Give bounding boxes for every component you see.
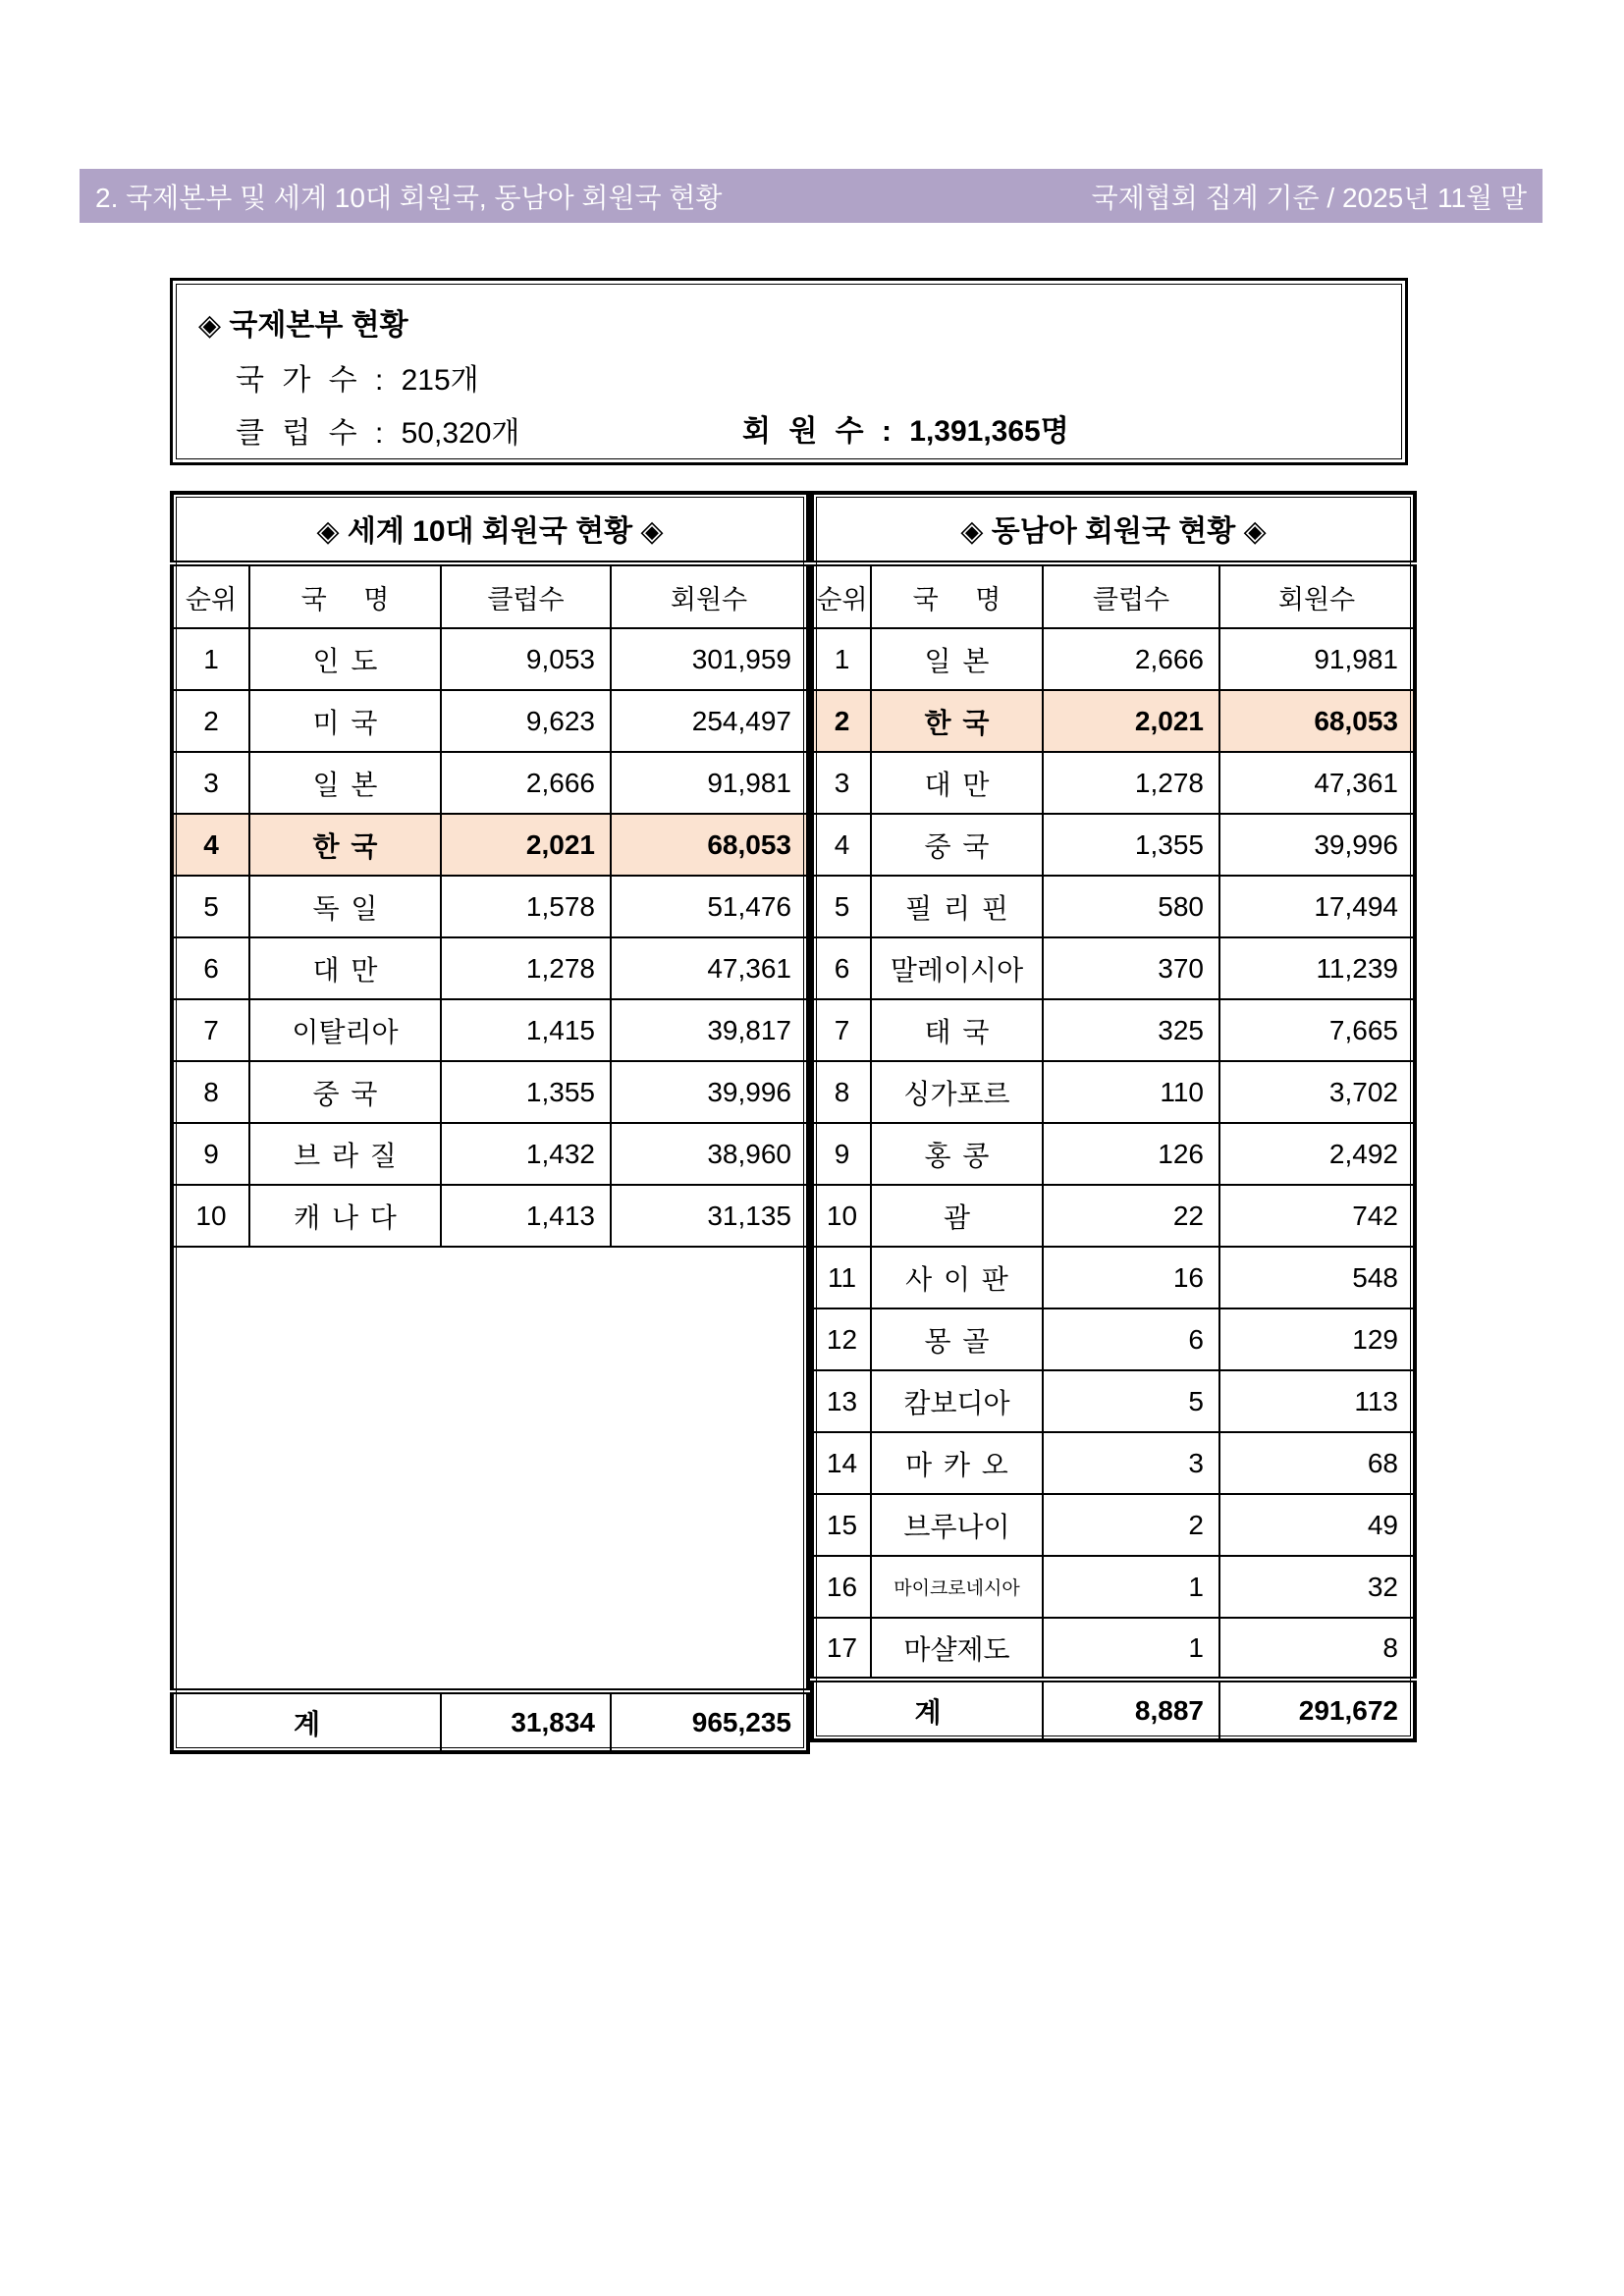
rank-cell: 13	[812, 1370, 871, 1432]
table-title-row	[812, 493, 1415, 563]
rank-cell: 4	[812, 814, 871, 876]
rank-cell: 14	[812, 1432, 871, 1494]
clubs-cell: 1,355	[1043, 814, 1219, 876]
world-top10-table	[170, 491, 810, 1754]
members-cell: 113	[1219, 1370, 1415, 1432]
total-label: 계	[812, 1680, 1043, 1740]
members-cell: 39,996	[611, 1061, 808, 1123]
table-title-row	[172, 493, 808, 563]
sea-total-row	[812, 1680, 1415, 1740]
members-cell: 49	[1219, 1494, 1415, 1556]
col-header-members: 회원수	[611, 563, 808, 628]
clubs-cell: 22	[1043, 1185, 1219, 1247]
members-cell: 32	[1219, 1556, 1415, 1618]
country-cell: 미 국	[249, 690, 441, 752]
clubs-cell: 9,053	[441, 628, 611, 690]
rank-cell: 17	[812, 1618, 871, 1680]
section-title: 2. 국제본부 및 세계 10대 회원국, 동남아 회원국 현황	[95, 182, 723, 213]
clubs-cell: 9,623	[441, 690, 611, 752]
clubs-cell: 126	[1043, 1123, 1219, 1185]
clubs-cell: 5	[1043, 1370, 1219, 1432]
country-cell: 대 만	[249, 937, 441, 999]
rank-cell: 7	[172, 999, 249, 1061]
col-header-members: 회원수	[1219, 563, 1415, 628]
members-cell: 91,981	[611, 752, 808, 814]
table-row	[812, 999, 1415, 1061]
members-cell: 301,959	[611, 628, 808, 690]
members-cell: 2,492	[1219, 1123, 1415, 1185]
clubs-cell: 1,278	[1043, 752, 1219, 814]
table-row	[172, 814, 808, 876]
table-row	[812, 752, 1415, 814]
rank-cell: 1	[172, 628, 249, 690]
sea-table-title: ◈ 동남아 회원국 현황 ◈	[812, 493, 1415, 563]
country-cell: 인 도	[249, 628, 441, 690]
table-row	[172, 937, 808, 999]
world-table-body	[172, 628, 808, 1247]
clubs-cell: 1,355	[441, 1061, 611, 1123]
table-row	[172, 999, 808, 1061]
country-cell: 괌	[871, 1185, 1043, 1247]
country-cell: 몽 골	[871, 1308, 1043, 1370]
members-cell: 51,476	[611, 876, 808, 937]
rank-cell: 6	[172, 937, 249, 999]
table-row	[812, 1494, 1415, 1556]
members-cell: 129	[1219, 1308, 1415, 1370]
tables-section	[170, 491, 1417, 1754]
table-row	[172, 628, 808, 690]
table-row	[812, 1432, 1415, 1494]
members-cell: 11,239	[1219, 937, 1415, 999]
total-members: 291,672	[1219, 1680, 1415, 1740]
country-cell: 대 만	[871, 752, 1043, 814]
members-cell: 7,665	[1219, 999, 1415, 1061]
clubs-cell: 1,278	[441, 937, 611, 999]
rank-cell: 2	[172, 690, 249, 752]
members-cell: 39,996	[1219, 814, 1415, 876]
members-cell: 68,053	[611, 814, 808, 876]
total-label: 계	[172, 1691, 441, 1752]
table-row	[812, 1370, 1415, 1432]
col-header-rank: 순위	[812, 563, 871, 628]
country-cell: 마이크로네시아	[871, 1556, 1043, 1618]
total-clubs: 31,834	[441, 1691, 611, 1752]
country-cell: 필 리 핀	[871, 876, 1043, 937]
members-cell: 38,960	[611, 1123, 808, 1185]
clubs-cell: 2	[1043, 1494, 1219, 1556]
clubs-cell: 580	[1043, 876, 1219, 937]
country-cell: 마샬제도	[871, 1618, 1043, 1680]
clubs-cell: 1,578	[441, 876, 611, 937]
table-row	[812, 876, 1415, 937]
country-cell: 이탈리아	[249, 999, 441, 1061]
country-cell: 말레이시아	[871, 937, 1043, 999]
rank-cell: 5	[172, 876, 249, 937]
members-cell: 31,135	[611, 1185, 808, 1247]
members-cell: 3,702	[1219, 1061, 1415, 1123]
club-count-line: 클 럽 수 : 50,320개	[236, 417, 520, 450]
table-row	[172, 876, 808, 937]
clubs-cell: 110	[1043, 1061, 1219, 1123]
members-cell: 17,494	[1219, 876, 1415, 937]
rank-cell: 9	[812, 1123, 871, 1185]
country-cell: 독 일	[249, 876, 441, 937]
total-members: 965,235	[611, 1691, 808, 1752]
table-row	[172, 752, 808, 814]
members-cell: 39,817	[611, 999, 808, 1061]
clubs-cell: 1,432	[441, 1123, 611, 1185]
clubs-cell: 6	[1043, 1308, 1219, 1370]
table-row	[812, 937, 1415, 999]
members-cell: 68,053	[1219, 690, 1415, 752]
rank-cell: 16	[812, 1556, 871, 1618]
clubs-cell: 2,666	[1043, 628, 1219, 690]
column-header-row	[812, 563, 1415, 628]
clubs-cell: 1	[1043, 1556, 1219, 1618]
country-cell: 브루나이	[871, 1494, 1043, 1556]
sea-members-table	[810, 491, 1417, 1742]
table-row	[812, 1247, 1415, 1308]
col-header-rank: 순위	[172, 563, 249, 628]
empty-filler-row	[172, 1247, 808, 1691]
world-total-row	[172, 1691, 808, 1752]
members-cell: 742	[1219, 1185, 1415, 1247]
member-count-line: 회 원 수 : 1,391,365명	[742, 415, 1069, 448]
rank-cell: 11	[812, 1247, 871, 1308]
clubs-cell: 3	[1043, 1432, 1219, 1494]
clubs-cell: 370	[1043, 937, 1219, 999]
clubs-cell: 325	[1043, 999, 1219, 1061]
rank-cell: 7	[812, 999, 871, 1061]
table-row	[812, 1123, 1415, 1185]
country-cell: 캐 나 다	[249, 1185, 441, 1247]
country-cell: 중 국	[249, 1061, 441, 1123]
table-row	[812, 814, 1415, 876]
rank-cell: 2	[812, 690, 871, 752]
rank-cell: 8	[812, 1061, 871, 1123]
hq-summary-title: ◈ 국제본부 현황	[198, 309, 408, 342]
rank-cell: 4	[172, 814, 249, 876]
country-cell: 마 카 오	[871, 1432, 1043, 1494]
clubs-cell: 2,021	[1043, 690, 1219, 752]
rank-cell: 5	[812, 876, 871, 937]
column-header-row	[172, 563, 808, 628]
rank-cell: 15	[812, 1494, 871, 1556]
rank-cell: 10	[812, 1185, 871, 1247]
clubs-cell: 1,413	[441, 1185, 611, 1247]
rank-cell: 3	[172, 752, 249, 814]
table-row	[812, 1618, 1415, 1680]
members-cell: 47,361	[611, 937, 808, 999]
table-row	[812, 1308, 1415, 1370]
members-cell: 254,497	[611, 690, 808, 752]
rank-cell: 10	[172, 1185, 249, 1247]
total-clubs: 8,887	[1043, 1680, 1219, 1740]
country-cell: 캄보디아	[871, 1370, 1043, 1432]
section-header-bar	[80, 169, 1543, 223]
country-cell: 한 국	[871, 690, 1043, 752]
country-cell: 싱가포르	[871, 1061, 1043, 1123]
clubs-cell: 1	[1043, 1618, 1219, 1680]
clubs-cell: 2,021	[441, 814, 611, 876]
rank-cell: 6	[812, 937, 871, 999]
rank-cell: 9	[172, 1123, 249, 1185]
country-count-line: 국 가 수 : 215개	[236, 364, 479, 397]
country-cell: 브 라 질	[249, 1123, 441, 1185]
sea-table-body	[812, 628, 1415, 1680]
country-cell: 홍 콩	[871, 1123, 1043, 1185]
hq-summary-box	[170, 278, 1408, 465]
clubs-cell: 16	[1043, 1247, 1219, 1308]
col-header-clubs: 클럽수	[1043, 563, 1219, 628]
col-header-clubs: 클럽수	[441, 563, 611, 628]
members-cell: 91,981	[1219, 628, 1415, 690]
world-table-title: ◈ 세계 10대 회원국 현황 ◈	[172, 493, 808, 563]
col-header-country: 국 명	[871, 563, 1043, 628]
country-cell: 사 이 판	[871, 1247, 1043, 1308]
clubs-cell: 1,415	[441, 999, 611, 1061]
members-cell: 548	[1219, 1247, 1415, 1308]
country-cell: 일 본	[871, 628, 1043, 690]
clubs-cell: 2,666	[441, 752, 611, 814]
table-row	[812, 690, 1415, 752]
members-cell: 68	[1219, 1432, 1415, 1494]
rank-cell: 8	[172, 1061, 249, 1123]
table-row	[172, 1185, 808, 1247]
col-header-country: 국 명	[249, 563, 441, 628]
table-row	[812, 1556, 1415, 1618]
table-row	[812, 1061, 1415, 1123]
empty-area	[172, 1247, 808, 1691]
table-row	[812, 628, 1415, 690]
country-cell: 중 국	[871, 814, 1043, 876]
country-cell: 한 국	[249, 814, 441, 876]
table-row	[172, 1061, 808, 1123]
rank-cell: 3	[812, 752, 871, 814]
members-cell: 47,361	[1219, 752, 1415, 814]
table-row	[812, 1185, 1415, 1247]
country-cell: 일 본	[249, 752, 441, 814]
country-cell: 태 국	[871, 999, 1043, 1061]
report-basis-note: 국제협회 집계 기준 / 2025년 11월 말	[1091, 182, 1527, 213]
rank-cell: 12	[812, 1308, 871, 1370]
table-row	[172, 690, 808, 752]
rank-cell: 1	[812, 628, 871, 690]
table-row	[172, 1123, 808, 1185]
members-cell: 8	[1219, 1618, 1415, 1680]
